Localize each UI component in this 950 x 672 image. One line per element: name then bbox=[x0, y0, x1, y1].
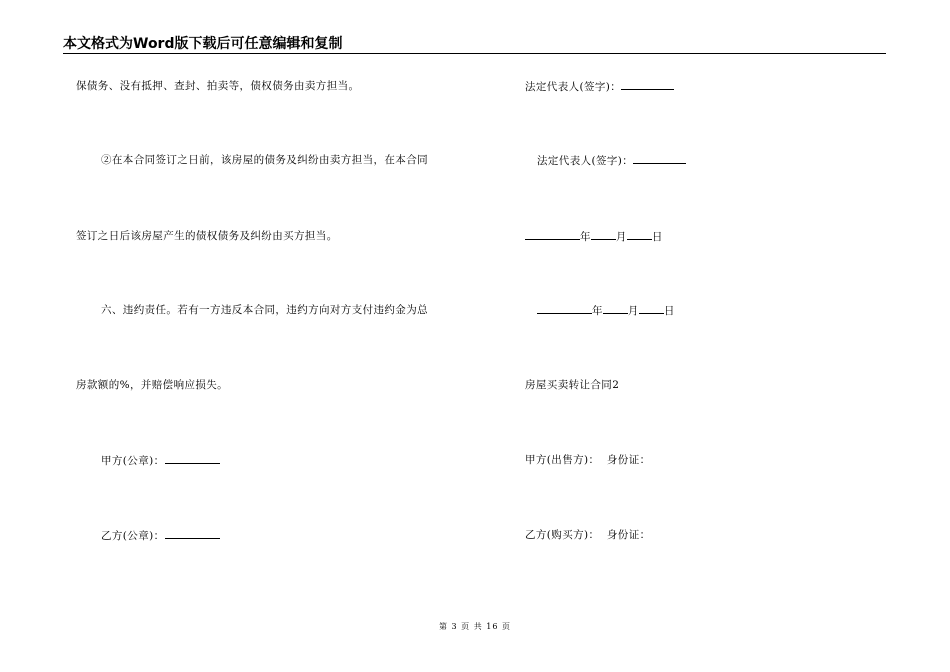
date-2-day-label: 日 bbox=[663, 305, 675, 317]
legal-rep-label-2: 法定代表人(签字)： bbox=[537, 155, 634, 167]
buyer-label: 乙方(购买方)： bbox=[525, 529, 600, 541]
date-2-month-label: 月 bbox=[627, 305, 639, 317]
legal-rep-label-1: 法定代表人(签字)： bbox=[525, 81, 622, 93]
date-line-2 bbox=[537, 303, 675, 318]
left-line-3: 签订之日后该房屋产生的债权债务及纠纷由买方担当。 bbox=[76, 230, 338, 242]
date-1-day-label: 日 bbox=[651, 231, 663, 243]
legal-rep-blank-1[interactable] bbox=[621, 79, 674, 90]
buyer-line bbox=[525, 528, 651, 542]
document-header-title: 本文格式为Word版下载后可任意编辑和复制 bbox=[63, 36, 343, 52]
seller-line bbox=[525, 453, 651, 467]
left-line-1: 保债务、没有抵押、查封、拍卖等，债权债务由卖方担当。 bbox=[76, 80, 360, 92]
date-2-year-label: 年 bbox=[592, 305, 603, 317]
page-number: 第 3 页 共 16 页 bbox=[439, 622, 511, 631]
legal-rep-line-2 bbox=[537, 153, 686, 168]
date-2-day-blank[interactable] bbox=[639, 303, 664, 314]
seller-label: 甲方(出售方)： bbox=[525, 454, 600, 466]
header-divider bbox=[63, 53, 886, 54]
left-line-5: 房款额的%，并赔偿响应损失。 bbox=[76, 379, 229, 391]
date-2-month-blank[interactable] bbox=[603, 303, 628, 314]
party-b-seal-label: 乙方(公章)： bbox=[101, 530, 165, 542]
legal-rep-blank-2[interactable] bbox=[633, 153, 686, 164]
date-2-year-blank[interactable] bbox=[537, 303, 592, 314]
date-1-month-label: 月 bbox=[615, 231, 627, 243]
date-1-day-blank[interactable] bbox=[627, 229, 652, 240]
contract-title: 房屋买卖转让合同2 bbox=[525, 379, 620, 391]
date-1-year-blank[interactable] bbox=[525, 229, 580, 240]
left-line-2: ②在本合同签订之日前，该房屋的债务及纠纷由卖方担当，在本合同 bbox=[101, 154, 428, 166]
date-line-1 bbox=[525, 229, 663, 244]
buyer-id-label: 身份证： bbox=[606, 529, 651, 541]
seller-id-label: 身份证： bbox=[606, 454, 651, 466]
party-a-seal-line bbox=[101, 453, 220, 468]
date-1-month-blank[interactable] bbox=[591, 229, 616, 240]
legal-rep-line-1 bbox=[525, 79, 674, 94]
date-1-year-label: 年 bbox=[580, 231, 591, 243]
party-b-seal-line bbox=[101, 528, 220, 543]
party-b-seal-blank[interactable] bbox=[165, 528, 220, 539]
party-a-seal-blank[interactable] bbox=[165, 453, 220, 464]
party-a-seal-label: 甲方(公章)： bbox=[101, 455, 165, 467]
left-line-4: 六、违约责任。若有一方违反本合同，违约方向对方支付违约金为总 bbox=[101, 304, 428, 316]
